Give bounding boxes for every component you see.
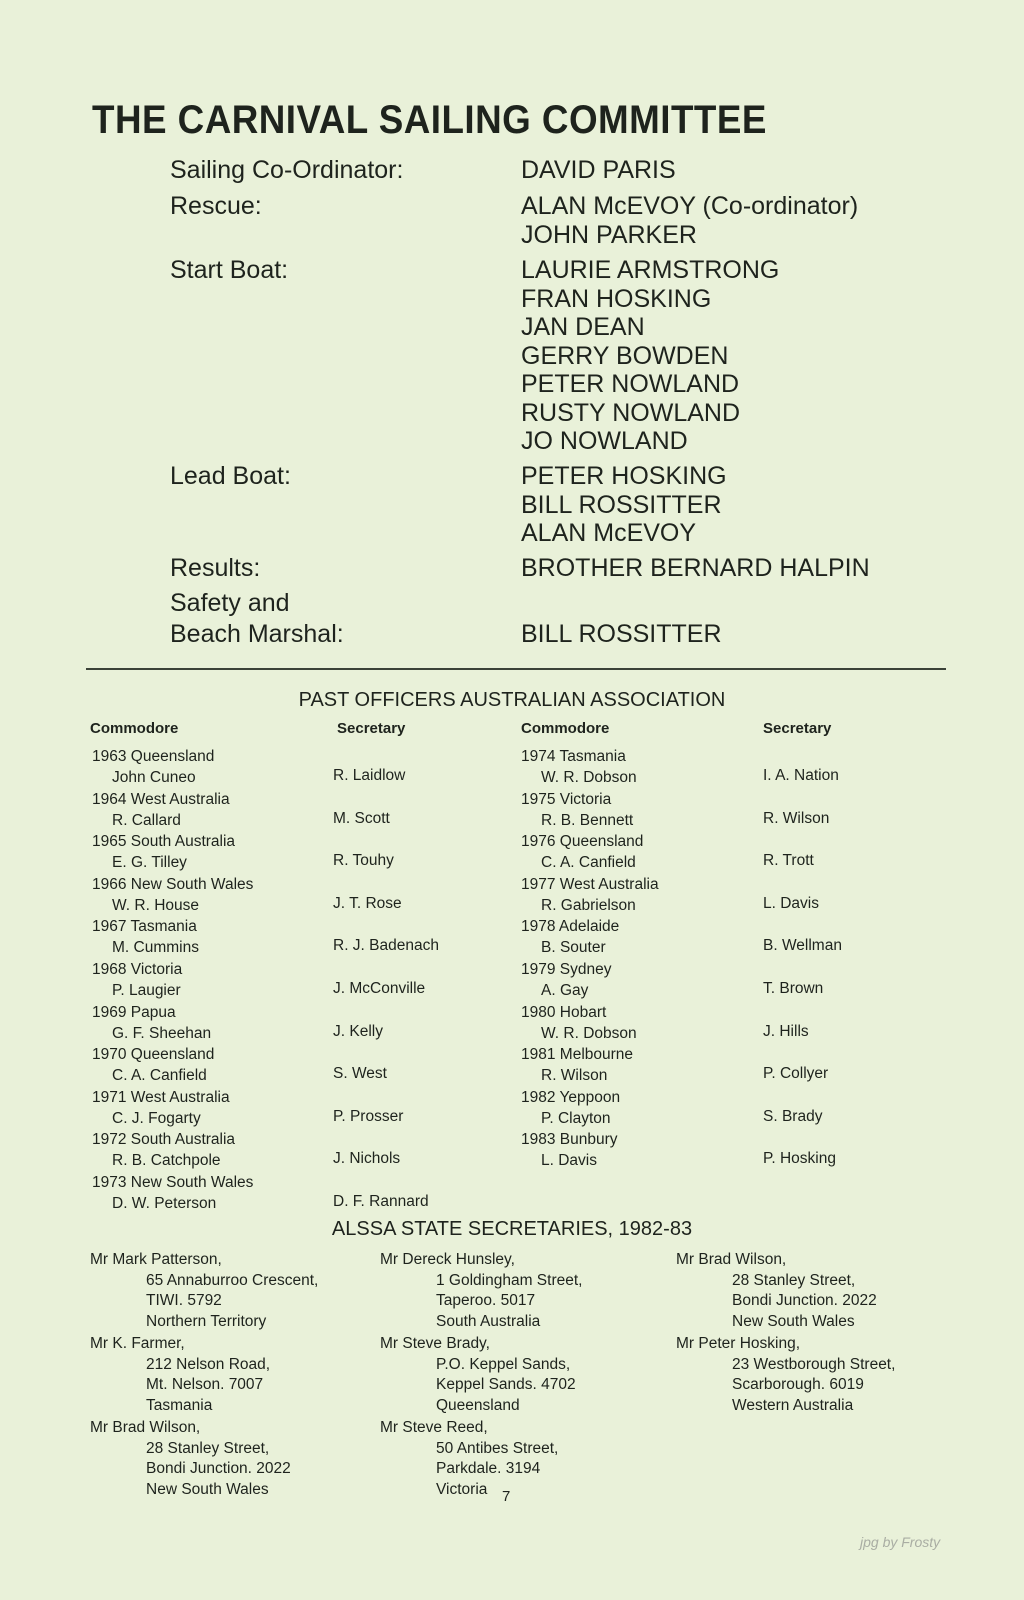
start-boat-label: Start Boat:: [170, 256, 289, 284]
officer-year-place: 1971 West Australia: [92, 1088, 230, 1106]
officer-commodore: L. Davis: [541, 1152, 597, 1170]
officer-commodore: C. A. Canfield: [112, 1067, 207, 1085]
secretary-address: [380, 1418, 558, 1500]
officer-entry: [521, 1087, 620, 1129]
officer-commodore: W. R. Dobson: [541, 769, 637, 786]
officer-secretary: R. J. Badenach: [333, 937, 439, 955]
officer-entry: [521, 746, 637, 788]
safety-label-line2: Beach Marshal:: [170, 620, 344, 648]
secretary-address: [380, 1334, 576, 1416]
officer-commodore: W. R. House: [112, 896, 199, 914]
officer-year-place: 1969 Papua: [92, 1003, 176, 1021]
officer-secretary: J. Kelly: [333, 1022, 383, 1040]
secretary-name: Mr Dereck Hunsley,: [380, 1251, 515, 1268]
address-line: New South Wales: [146, 1480, 269, 1498]
officer-entry: [92, 1087, 230, 1129]
address-line: 50 Antibes Street,: [436, 1439, 559, 1457]
committee-member: GERRY BOWDEN: [521, 341, 729, 370]
address-line: Scarborough. 6019: [732, 1376, 864, 1393]
officer-year-place: 1964 West Australia: [92, 790, 230, 808]
officer-entry: [92, 874, 253, 916]
committee-member: LAURIE ARMSTRONG: [521, 256, 780, 284]
address-line: 23 Westborough Street,: [732, 1355, 896, 1373]
secretary-address: [90, 1334, 270, 1416]
officer-year-place: 1977 West Australia: [521, 875, 659, 893]
secretary-name: Mr K. Farmer,: [90, 1335, 185, 1352]
officer-secretary: R. Laidlow: [333, 767, 406, 784]
safety-label-line1: Safety and: [170, 589, 290, 617]
officer-entry: [92, 1172, 253, 1214]
page-title: THE CARNIVAL SAILING COMMITTEE: [92, 98, 767, 142]
officer-year-place: 1967 Tasmania: [92, 918, 197, 936]
address-line: South Australia: [436, 1312, 541, 1330]
committee-member: BROTHER BERNARD HALPIN: [521, 554, 870, 582]
coordinator-label: Sailing Co-Ordinator:: [170, 156, 404, 184]
address-line: Western Australia: [732, 1396, 854, 1414]
officer-entry: [92, 1002, 211, 1044]
officer-entry: [92, 1044, 214, 1086]
officer-secretary: J. T. Rose: [333, 894, 402, 912]
committee-member: DAVID PARIS: [521, 156, 676, 184]
officer-secretary: M. Scott: [333, 809, 390, 827]
officer-year-place: 1979 Sydney: [521, 961, 612, 978]
address-line: Tasmania: [146, 1396, 213, 1414]
officer-secretary: T. Brown: [763, 980, 824, 997]
officer-year-place: 1978 Adelaide: [521, 918, 620, 936]
address-line: 65 Annaburroo Crescent,: [146, 1271, 319, 1289]
secretary-address: [90, 1418, 291, 1500]
start-boat-names: [521, 256, 779, 456]
officer-year-place: 1975 Victoria: [521, 790, 612, 808]
officer-entry: [521, 959, 612, 1001]
lead-boat-label: Lead Boat:: [170, 462, 291, 490]
officer-year-place: 1963 Queensland: [92, 748, 215, 765]
officer-entry: [521, 1002, 637, 1044]
committee-member: JO NOWLAND: [521, 427, 688, 455]
secretary-name: Mr Mark Patterson,: [90, 1251, 222, 1268]
officer-secretary: P. Collyer: [763, 1065, 829, 1083]
officer-commodore: C. J. Fogarty: [112, 1109, 201, 1127]
officer-secretary: J. Nichols: [333, 1150, 401, 1168]
officer-secretary: P. Prosser: [333, 1107, 404, 1125]
secretary-name: Mr Brad Wilson,: [90, 1419, 201, 1436]
officer-year-place: 1976 Queensland: [521, 833, 644, 851]
divider: [86, 668, 946, 670]
address-line: Queensland: [436, 1396, 520, 1414]
secretary-name: Mr Steve Brady,: [380, 1335, 490, 1352]
officer-entry: [92, 959, 182, 1001]
scan-credit: jpg by Frosty: [860, 1534, 941, 1550]
officer-year-place: 1965 South Australia: [92, 833, 236, 851]
officer-secretary: B. Wellman: [763, 937, 842, 955]
officer-year-place: 1970 Queensland: [92, 1046, 215, 1064]
address-line: Parkdale. 3194: [436, 1460, 541, 1477]
address-line: Northern Territory: [146, 1312, 267, 1330]
committee-member: PETER NOWLAND: [521, 370, 740, 398]
officer-secretary: R. Touhy: [333, 852, 394, 870]
secretary-name: Mr Brad Wilson,: [676, 1251, 787, 1268]
coordinator-names: [521, 156, 676, 185]
officer-secretary: S. West: [333, 1065, 387, 1083]
officer-secretary: P. Hosking: [763, 1150, 836, 1168]
address-line: 212 Nelson Road,: [146, 1355, 271, 1373]
officer-commodore: C. A. Canfield: [541, 854, 636, 872]
officer-entry: [521, 1044, 633, 1086]
officer-year-place: 1980 Hobart: [521, 1003, 607, 1021]
officer-commodore: D. W. Peterson: [112, 1195, 217, 1212]
officer-secretary: R. Trott: [763, 852, 814, 870]
officer-commodore: R. Wilson: [541, 1067, 608, 1085]
officer-commodore: E. G. Tilley: [112, 854, 187, 872]
results-label: Results:: [170, 554, 261, 582]
address-line: Bondi Junction. 2022: [732, 1292, 877, 1309]
address-line: Bondi Junction. 2022: [146, 1460, 291, 1477]
state-secretaries-heading: ALSSA STATE SECRETARIES, 1982-83: [331, 1218, 693, 1240]
officer-secretary: D. F. Rannard: [333, 1193, 429, 1210]
officer-commodore: John Cuneo: [112, 769, 196, 786]
officer-year-place: 1981 Melbourne: [521, 1046, 634, 1064]
address-line: Taperoo. 5017: [436, 1292, 536, 1309]
officer-commodore: G. F. Sheehan: [112, 1024, 212, 1042]
officer-entry: [92, 831, 235, 873]
secretary-header-left: Secretary: [337, 720, 406, 737]
past-officers-heading: PAST OFFICERS AUSTRALIAN ASSOCIATION: [298, 689, 726, 711]
officer-secretary: J. Hills: [763, 1022, 809, 1040]
results-names: [521, 554, 870, 583]
secretary-address: [90, 1250, 318, 1332]
address-line: TIWI. 5792: [146, 1292, 222, 1309]
committee-member: BILL ROSSITTER: [521, 620, 722, 648]
secretary-name: Mr Steve Reed,: [380, 1419, 488, 1436]
address-line: Keppel Sands. 4702: [436, 1376, 576, 1393]
address-line: 28 Stanley Street,: [146, 1439, 270, 1457]
secretary-address: [676, 1334, 895, 1416]
officer-commodore: R. Callard: [112, 811, 181, 829]
address-line: P.O. Keppel Sands,: [436, 1355, 571, 1373]
secretary-address: [676, 1250, 877, 1332]
committee-member: ALAN McEVOY (Co-ordinator): [521, 192, 859, 220]
officer-commodore: R. B. Bennett: [541, 811, 634, 829]
committee-member: JAN DEAN: [521, 313, 645, 341]
address-line: Mt. Nelson. 7007: [146, 1376, 264, 1393]
address-line: 28 Stanley Street,: [732, 1271, 856, 1289]
officer-year-place: 1973 New South Wales: [92, 1174, 254, 1191]
committee-member: ALAN McEVOY: [521, 519, 697, 547]
lead-boat-names: [521, 462, 727, 548]
commodore-header-left: Commodore: [90, 720, 179, 737]
officer-entry: [92, 746, 214, 788]
officer-commodore: A. Gay: [541, 982, 589, 999]
officer-secretary: R. Wilson: [763, 809, 830, 827]
secretary-header-right: Secretary: [763, 720, 832, 737]
page-number: 7: [502, 1488, 511, 1505]
commodore-header-right: Commodore: [521, 720, 610, 737]
officer-entry: [521, 1129, 618, 1171]
officer-year-place: 1972 South Australia: [92, 1131, 236, 1149]
officer-entry: [92, 916, 199, 958]
officer-entry: [521, 874, 659, 916]
officer-commodore: W. R. Dobson: [541, 1024, 637, 1042]
officer-entry: [92, 789, 230, 831]
committee-member: PETER HOSKING: [521, 462, 727, 490]
address-line: 1 Goldingham Street,: [436, 1271, 583, 1289]
officer-commodore: P. Clayton: [541, 1109, 611, 1127]
officer-entry: [521, 831, 643, 873]
secretary-name: Mr Peter Hosking,: [676, 1335, 801, 1352]
officer-year-place: 1968 Victoria: [92, 961, 183, 978]
address-line: Victoria: [436, 1480, 488, 1498]
officer-secretary: I. A. Nation: [763, 767, 839, 784]
rescue-label: Rescue:: [170, 192, 262, 220]
officer-commodore: M. Cummins: [112, 939, 199, 957]
committee-member: RUSTY NOWLAND: [521, 398, 741, 427]
address-line: New South Wales: [732, 1312, 855, 1330]
committee-member: JOHN PARKER: [521, 220, 697, 249]
officer-secretary: L. Davis: [763, 894, 819, 912]
officer-secretary: S. Brady: [763, 1107, 823, 1125]
officer-commodore: B. Souter: [541, 939, 606, 957]
secretary-address: [380, 1250, 582, 1332]
rescue-names: [521, 192, 858, 249]
officer-commodore: R. B. Catchpole: [112, 1152, 221, 1170]
officer-entry: [92, 1129, 235, 1171]
officer-year-place: 1982 Yeppoon: [521, 1088, 621, 1106]
officer-entry: [521, 916, 619, 958]
officer-year-place: 1983 Bunbury: [521, 1131, 618, 1149]
committee-member: BILL ROSSITTER: [521, 490, 722, 519]
officer-year-place: 1974 Tasmania: [521, 748, 626, 765]
officer-secretary: J. McConville: [333, 980, 426, 997]
committee-member: FRAN HOSKING: [521, 284, 712, 313]
officer-commodore: R. Gabrielson: [541, 896, 636, 914]
officer-entry: [521, 789, 633, 831]
officer-year-place: 1966 New South Wales: [92, 875, 254, 893]
officer-commodore: P. Laugier: [112, 982, 181, 999]
safety-names: [521, 620, 722, 649]
